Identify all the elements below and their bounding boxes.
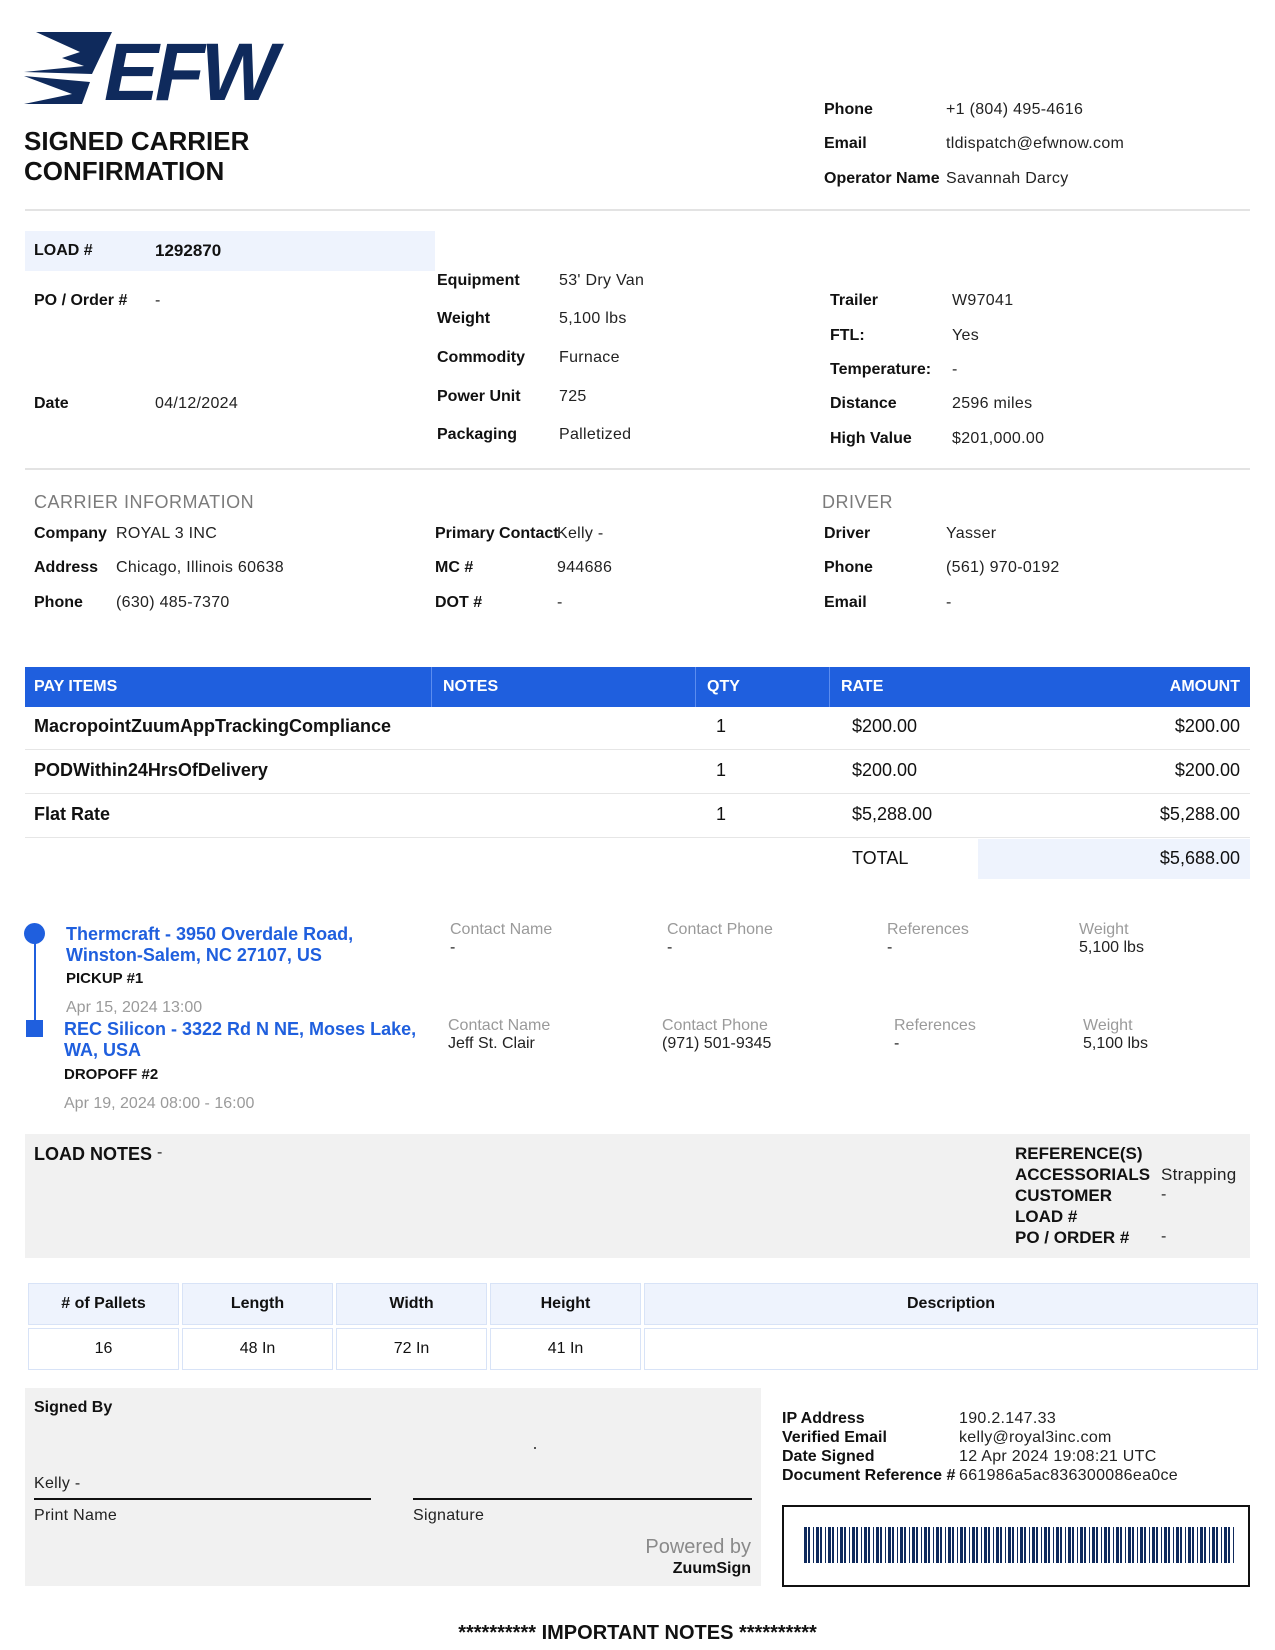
print-name-label: Print Name (34, 1507, 118, 1524)
barcode-bar (1116, 1527, 1119, 1563)
driver-phone-label: Phone (824, 559, 873, 576)
notes-accessorials-value: Strapping (1161, 1165, 1237, 1184)
dot-label: DOT # (435, 594, 483, 611)
driver-label: Driver (824, 525, 871, 542)
barcode-bar (825, 1527, 826, 1563)
barcode-bar (1233, 1527, 1234, 1563)
references-value: - (887, 939, 893, 956)
barcode-bar (984, 1527, 987, 1563)
notes-references-label: REFERENCE(S) (1015, 1144, 1143, 1163)
barcode-bar (1173, 1527, 1174, 1563)
barcode-bar (1029, 1527, 1030, 1563)
barcode-bar (844, 1527, 846, 1563)
distance-label: Distance (830, 395, 897, 412)
barcode-bar (876, 1527, 879, 1563)
distance-value: 2596 miles (952, 395, 1033, 412)
notes-po-label: PO / ORDER # (1015, 1228, 1130, 1247)
references-label: References (894, 1017, 976, 1034)
logo-text: EFW (104, 27, 275, 118)
barcode-bar (849, 1527, 850, 1563)
powered-by-text: Powered by (645, 1536, 751, 1558)
load-notes-label: LOAD NOTES (34, 1144, 153, 1164)
barcode-bar (952, 1527, 954, 1563)
pallets-value: 16 (28, 1328, 179, 1370)
barcode-bar (1120, 1527, 1122, 1563)
header-email-label: Email (824, 135, 867, 152)
total-value: $5,688.00 (1159, 848, 1240, 868)
barcode-bar (1152, 1527, 1155, 1563)
barcode-bar (873, 1527, 874, 1563)
commodity-label: Commodity (437, 349, 525, 366)
barcode-bar (1104, 1527, 1107, 1563)
company-value: ROYAL 3 INC (116, 525, 218, 542)
stop-address-line2: Winston-Salem, NC 27107, US (66, 945, 322, 965)
barcode-bar (1020, 1527, 1023, 1563)
load-number-value: 1292870 (155, 241, 222, 260)
company-logo (24, 27, 275, 118)
document-reference-label: Document Reference # (782, 1467, 956, 1484)
pay-items-header-rate: RATE (841, 678, 884, 695)
barcode-bar (1077, 1527, 1078, 1563)
pay-item-qty: 1 (716, 716, 727, 736)
stop-type: DROPOFF #2 (64, 1066, 159, 1083)
header-phone-label: Phone (824, 101, 873, 118)
column-separator (829, 667, 830, 707)
date-signed-label: Date Signed (782, 1448, 875, 1465)
barcode-bar (1224, 1527, 1227, 1563)
mc-value: 944686 (557, 559, 613, 576)
row-divider (25, 749, 1250, 750)
pay-item-rate: $5,288.00 (852, 804, 933, 824)
company-label: Company (34, 525, 107, 542)
width-header: Width (336, 1283, 487, 1325)
barcode-bar (900, 1527, 903, 1563)
signature-mark (534, 1447, 536, 1449)
driver-phone-value: (561) 970-0192 (946, 559, 1060, 576)
total-label: TOTAL (852, 848, 909, 868)
page-title-line1: SIGNED CARRIER (24, 126, 250, 156)
barcode-bar (837, 1527, 838, 1563)
contact-name-label: Contact Name (448, 1017, 551, 1034)
barcode-bar (868, 1527, 870, 1563)
barcode-bar (945, 1527, 946, 1563)
barcode-bar (1180, 1527, 1182, 1563)
barcode-bar (1149, 1527, 1150, 1563)
barcode-bar (828, 1527, 831, 1563)
temperature-label: Temperature: (830, 361, 932, 378)
barcode-bar (916, 1527, 918, 1563)
barcode-bar (840, 1527, 843, 1563)
dropoff-square-icon (26, 1020, 43, 1037)
pay-item-name: Flat Rate (34, 804, 111, 824)
barcode-bar (940, 1527, 942, 1563)
column-separator (695, 667, 696, 707)
barcode-bar (1188, 1527, 1191, 1563)
barcode-bar (1144, 1527, 1146, 1563)
important-notes-heading: ********** IMPORTANT NOTES ********** (458, 1622, 817, 1644)
barcode-bar (1000, 1527, 1002, 1563)
barcode-bar (993, 1527, 994, 1563)
barcode-bar (1161, 1527, 1162, 1563)
contact-name-value: Jeff St. Clair (448, 1035, 535, 1052)
po-label: PO / Order # (34, 292, 128, 309)
barcode-bar (1140, 1527, 1143, 1563)
barcode-bar (924, 1527, 927, 1563)
equipment-label: Equipment (437, 272, 520, 289)
notes-customer-value: - (1161, 1186, 1167, 1203)
row-divider (25, 793, 1250, 794)
equipment-value: 53' Dry Van (559, 272, 645, 289)
barcode-bar (1017, 1527, 1018, 1563)
notes-customer-label-2: LOAD # (1015, 1207, 1078, 1226)
notes-customer-label-1: CUSTOMER (1015, 1186, 1112, 1205)
high-value-value: $201,000.00 (952, 430, 1045, 447)
pay-item-name: MacropointZuumAppTrackingCompliance (34, 716, 392, 736)
stop-address[interactable] (66, 924, 353, 966)
stop-address-line1: Thermcraft - 3950 Overdale Road, (66, 924, 354, 944)
page-title-line2: CONFIRMATION (24, 156, 225, 186)
carrier-phone-label: Phone (34, 594, 83, 611)
barcode-bar (1092, 1527, 1095, 1563)
mc-label: MC # (435, 559, 474, 576)
barcode-bar (864, 1527, 867, 1563)
pay-items-header (25, 667, 1250, 707)
packaging-value: Palletized (559, 426, 632, 443)
barcode-icon (804, 1527, 1244, 1567)
barcode-bar (804, 1527, 807, 1563)
address-value: Chicago, Illinois 60638 (116, 559, 284, 576)
barcode-bar (832, 1527, 834, 1563)
barcode-bar (1108, 1527, 1110, 1563)
barcode-bar (1089, 1527, 1090, 1563)
contact-phone-value: (971) 501-9345 (662, 1035, 772, 1052)
barcode-bar (1221, 1527, 1222, 1563)
pay-item-rate: $200.00 (852, 716, 918, 736)
description-header: Description (644, 1283, 1258, 1325)
barcode-bar (1212, 1527, 1215, 1563)
barcode-bar (1056, 1527, 1059, 1563)
barcode-bar (972, 1527, 975, 1563)
weight-value: 5,100 lbs (1083, 1035, 1148, 1052)
contact-name-value: - (450, 939, 456, 956)
barcode-bar (888, 1527, 891, 1563)
dot-value: - (557, 594, 563, 611)
load-number-label: LOAD # (34, 242, 93, 259)
ftl-value: Yes (952, 327, 980, 344)
ip-address-label: IP Address (782, 1410, 865, 1427)
barcode-bar (1128, 1527, 1131, 1563)
pay-item-amount: $200.00 (1174, 760, 1240, 780)
barcode-bar (933, 1527, 934, 1563)
high-value-label: High Value (830, 430, 912, 447)
power-unit-value: 725 (559, 388, 587, 405)
contact-phone-value: - (667, 939, 673, 956)
barcode-bar (960, 1527, 963, 1563)
carrier-section-title: CARRIER INFORMATION (34, 492, 255, 512)
barcode-bar (969, 1527, 970, 1563)
length-value: 48 In (182, 1328, 333, 1370)
barcode-bar (1012, 1527, 1014, 1563)
barcode-bar (1036, 1527, 1038, 1563)
header-operator-label: Operator Name (824, 170, 940, 187)
print-name-line (34, 1498, 371, 1500)
barcode-bar (1084, 1527, 1086, 1563)
barcode-bar (957, 1527, 958, 1563)
barcode-bar (1005, 1527, 1006, 1563)
driver-email-label: Email (824, 594, 867, 611)
barcode-bar (921, 1527, 922, 1563)
description-value (644, 1328, 1258, 1370)
barcode-bar (964, 1527, 966, 1563)
barcode-bar (1209, 1527, 1210, 1563)
pay-item-amount: $200.00 (1174, 716, 1240, 736)
references-label: References (887, 921, 969, 938)
barcode-bar (976, 1527, 978, 1563)
signature-label: Signature (413, 1507, 485, 1524)
barcode-bar (996, 1527, 999, 1563)
stop-address-line1: REC Silicon - 3322 Rd N NE, Moses Lake, (64, 1019, 417, 1039)
driver-value: Yasser (946, 525, 997, 542)
pallets-header: # of Pallets (28, 1283, 179, 1325)
stop-time: Apr 19, 2024 08:00 - 16:00 (64, 1095, 255, 1112)
barcode-bar (861, 1527, 862, 1563)
barcode-bar (1164, 1527, 1167, 1563)
trailer-label: Trailer (830, 292, 879, 309)
barcode-bar (1080, 1527, 1083, 1563)
barcode-bar (856, 1527, 858, 1563)
notes-accessorials-label: ACCESSORIALS (1015, 1165, 1151, 1184)
barcode-bar (1096, 1527, 1098, 1563)
barcode-bar (1137, 1527, 1138, 1563)
load-notes-value: - (157, 1144, 163, 1161)
header-email-value: tldispatch@efwnow.com (946, 135, 1125, 152)
signature-line (413, 1498, 752, 1500)
stop-type: PICKUP #1 (66, 970, 144, 987)
pay-items-header-qty: QTY (707, 678, 740, 695)
pay-item-rate: $200.00 (852, 760, 918, 780)
barcode-bar (808, 1527, 810, 1563)
barcode-bar (1168, 1527, 1170, 1563)
barcode-bar (1101, 1527, 1102, 1563)
barcode-bar (816, 1527, 819, 1563)
barcode-bar (1197, 1527, 1198, 1563)
barcode-bar (1192, 1527, 1194, 1563)
dimensions-table (25, 1280, 1261, 1373)
ftl-label: FTL: (830, 327, 865, 344)
primary-contact-label: Primary Contact (435, 525, 559, 542)
pay-item-name: PODWithin24HrsOfDelivery (34, 760, 268, 780)
height-value: 41 In (490, 1328, 641, 1370)
barcode-bar (1216, 1527, 1218, 1563)
header-operator-value: Savannah Darcy (946, 170, 1069, 187)
pay-item-amount: $5,288.00 (1159, 804, 1240, 824)
contact-phone-label: Contact Phone (667, 921, 773, 938)
barcode-bar (904, 1527, 906, 1563)
pay-item-qty: 1 (716, 760, 727, 780)
barcode-bar (1072, 1527, 1074, 1563)
weight-value: 5,100 lbs (1079, 939, 1144, 956)
driver-email-value: - (946, 594, 952, 611)
barcode-bar (928, 1527, 930, 1563)
barcode-bar (1032, 1527, 1035, 1563)
barcode-bar (948, 1527, 951, 1563)
carrier-phone-value: (630) 485-7370 (116, 594, 230, 611)
contact-phone-label: Contact Phone (662, 1017, 768, 1034)
pay-item-qty: 1 (716, 804, 727, 824)
commodity-value: Furnace (559, 349, 620, 366)
barcode-bar (1228, 1527, 1230, 1563)
references-value: - (894, 1035, 900, 1052)
barcode-bar (1044, 1527, 1047, 1563)
power-unit-label: Power Unit (437, 388, 521, 405)
barcode-bar (852, 1527, 855, 1563)
document-reference-value: 661986a5ac836300086ea0ce (959, 1467, 1178, 1484)
page-title (24, 126, 249, 186)
barcode-frame (782, 1505, 1250, 1587)
barcode-bar (1156, 1527, 1158, 1563)
barcode-bar (820, 1527, 822, 1563)
stop-address-line2: WA, USA (64, 1040, 142, 1060)
barcode-bar (1176, 1527, 1179, 1563)
barcode-bar (988, 1527, 990, 1563)
stop-address[interactable] (64, 1019, 416, 1061)
timeline-line (34, 933, 36, 1025)
pay-items-header-amount: AMOUNT (1169, 678, 1240, 695)
barcode-bar (1008, 1527, 1011, 1563)
weight-label: Weight (1083, 1017, 1133, 1034)
packaging-label: Packaging (437, 426, 518, 443)
verified-email-value: kelly@royal3inc.com (959, 1429, 1112, 1446)
row-divider (25, 837, 1250, 838)
barcode-bar (981, 1527, 982, 1563)
zuumsign-logo: ZuumSign (672, 1560, 751, 1577)
barcode-bar (912, 1527, 915, 1563)
barcode-bar (909, 1527, 910, 1563)
barcode-bar (897, 1527, 898, 1563)
po-value: - (155, 292, 161, 309)
weight-label: Weight (437, 310, 491, 327)
length-header: Length (182, 1283, 333, 1325)
header-phone-value: +1 (804) 495-4616 (946, 101, 1084, 118)
barcode-bar (813, 1527, 814, 1563)
width-value: 72 In (336, 1328, 487, 1370)
barcode-bar (1048, 1527, 1050, 1563)
weight-label: Weight (1079, 921, 1129, 938)
barcode-bar (892, 1527, 894, 1563)
signed-by-label: Signed By (34, 1399, 113, 1416)
barcode-bar (1065, 1527, 1066, 1563)
barcode-bar (880, 1527, 882, 1563)
barcode-bar (1132, 1527, 1134, 1563)
height-header: Height (490, 1283, 641, 1325)
weight-value: 5,100 lbs (559, 310, 627, 327)
print-name-value: Kelly - (34, 1475, 81, 1492)
temperature-value: - (952, 361, 958, 378)
divider (25, 209, 1250, 211)
barcode-bar (1113, 1527, 1114, 1563)
barcode-bar (1024, 1527, 1026, 1563)
pay-items-header-items: PAY ITEMS (34, 678, 118, 695)
barcode-bar (1185, 1527, 1186, 1563)
trailer-value: W97041 (952, 292, 1014, 309)
barcode-bar (1125, 1527, 1126, 1563)
barcode-bar (1200, 1527, 1203, 1563)
barcode-bar (1053, 1527, 1054, 1563)
date-label: Date (34, 395, 69, 412)
driver-section-title: DRIVER (822, 492, 894, 512)
table-header-row (28, 1283, 1258, 1325)
table-row (28, 1328, 1258, 1370)
column-separator (431, 667, 432, 707)
stop-time: Apr 15, 2024 13:00 (66, 999, 203, 1016)
barcode-bar (1204, 1527, 1206, 1563)
date-value: 04/12/2024 (155, 395, 239, 412)
date-signed-value: 12 Apr 2024 19:08:21 UTC (959, 1448, 1157, 1465)
primary-contact-value: Kelly - (557, 525, 604, 542)
ip-address-value: 190.2.147.33 (959, 1410, 1057, 1427)
barcode-bar (885, 1527, 886, 1563)
barcode-bar (1041, 1527, 1042, 1563)
pickup-dot-icon (24, 923, 45, 944)
barcode-bar (936, 1527, 939, 1563)
verified-email-label: Verified Email (782, 1429, 887, 1446)
pay-items-header-notes: NOTES (443, 678, 499, 695)
contact-name-label: Contact Name (450, 921, 553, 938)
divider (25, 468, 1250, 470)
barcode-bar (1060, 1527, 1062, 1563)
address-label: Address (34, 559, 99, 576)
barcode-bar (1068, 1527, 1071, 1563)
notes-po-value: - (1161, 1228, 1167, 1245)
